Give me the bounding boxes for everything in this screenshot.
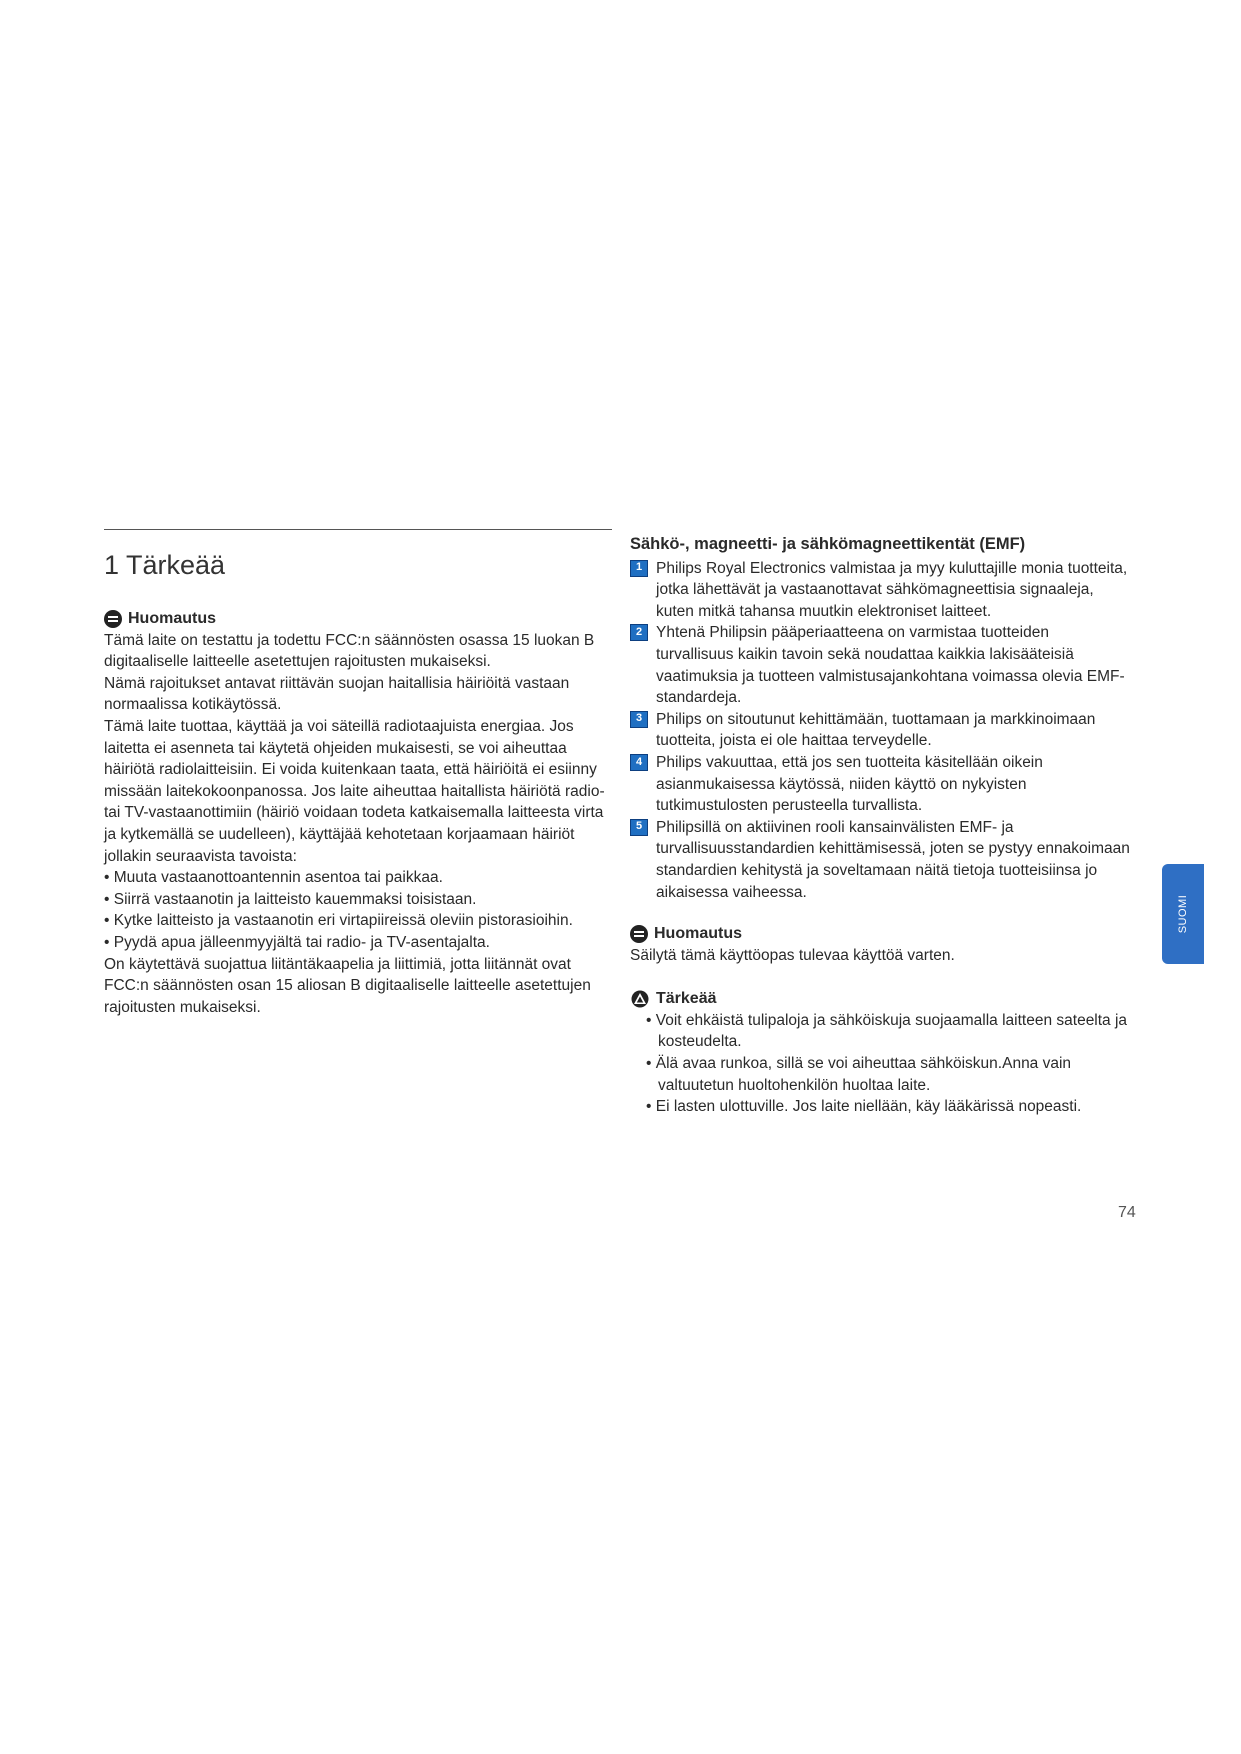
numbered-item [630, 558, 1130, 623]
numbered-item-text: Yhtenä Philipsin pääperiaatteena on varmistaa tuotteiden turvallisuus kaikin tavoin sekä noudattaa kaikkia lakisääteisiä vaatimuksia ja tuotteen valmistusajankohtana voimassa olevia EMF-standardeja. [656, 624, 1125, 707]
number-badge: 4 [630, 754, 648, 771]
list-item: • Pyydä apua jälleenmyyjältä tai radio- ja TV-asentajalta. [104, 933, 490, 951]
numbered-item [630, 622, 1130, 708]
warning-heading-label: Tärkeää [656, 990, 717, 1008]
emf-heading: Sähkö-, magneetti- ja sähkömagneettikentät (EMF) [630, 535, 1026, 553]
list-item: • Voit ehkäistä tulipaloja ja sähköiskuja suojaamalla laitteen sateelta ja kosteudelta. [646, 1011, 1128, 1051]
warning-heading [630, 988, 1130, 1010]
note-text: Säilytä tämä käyttöopas tulevaa käyttöä varten. [630, 946, 955, 964]
note-icon [104, 610, 122, 628]
chapter-title: 1 Tärkeää [104, 550, 226, 580]
numbered-item-text: Philips Royal Electronics valmistaa ja myy kuluttajille monia tuotteita, jotka lähettävät ja vastaanottavat sähkömagneettisia signaaleja, kuten mitkä tahansa muutkin elektroniset laitteet. [656, 559, 1128, 620]
note-heading [104, 608, 616, 630]
numbered-item-text: Philips vakuuttaa, että jos sen tuotteita käsitellään oikein asianmukaisessa käytössä, niiden käyttö on nykyisten tutkimustulosten perusteella turvallista. [656, 753, 1043, 815]
left-column [104, 548, 616, 1018]
paragraph: Nämä rajoitukset antavat riittävän suojan haitallisia häiriöitä vastaan normaalissa kotikäytössä. [104, 674, 570, 714]
numbered-item-text: Philips on sitoutunut kehittämään, tuottamaan ja markkinoimaan tuotteita, joista ei ole haittaa terveydelle. [656, 710, 1096, 750]
section-divider [104, 529, 612, 530]
note-heading-label: Huomautus [654, 925, 742, 943]
list-item: • Älä avaa runkoa, sillä se voi aiheuttaa sähköiskun.Anna vain valtuutetun huoltohenkilön huoltaa laite. [646, 1055, 1072, 1094]
right-column [630, 534, 1130, 1118]
numbered-item [630, 709, 1130, 752]
paragraph: On käytettävä suojattua liitäntäkaapelia ja liittimiä, jotta liitännät ovat FCC:n säännösten osan 15 aliosan B digitaaliselle laitteelle asetettujen rajoitusten mukaiseksi. [104, 955, 591, 1016]
list-item: • Ei lasten ulottuville. Jos laite niellään, käy lääkärissä nopeasti. [646, 1098, 1082, 1116]
language-tab [1162, 864, 1204, 964]
note-icon [630, 925, 648, 943]
number-badge: 3 [630, 711, 648, 728]
list-item: • Kytke laitteisto ja vastaanotin eri virtapiireissä oleviin pistorasioihin. [104, 912, 573, 930]
list-item: • Siirrä vastaanotin ja laitteisto kauemmaksi toisistaan. [104, 890, 477, 908]
note-heading [630, 923, 1130, 945]
paragraph: Tämä laite tuottaa, käyttää ja voi säteillä radiotaajuista energiaa. Jos laitetta ei asenneta tai käytetä ohjeiden mukaisesti, se voi aiheuttaa häiriötä radiolaitteisiin. Ei voida kuitenkaan taata, että häiriöitä ei esiinny missään laitekokoonpanossa. Jos laite aiheuttaa haitallista häiriötä radio- tai TV-vastaanottimiin (häiriö voidaan todeta katkaisemalla laitteesta virta ja kytkemällä se uudelleen), käyttäjää kehotetaan korjaamaan häiriöt jollakin seuraavista tavoista: [104, 717, 605, 865]
paragraph: Tämä laite on testattu ja todettu FCC:n säännösten osassa 15 luokan B digitaaliselle laitteelle asetettujen rajoitusten mukaiseksi. [104, 631, 595, 671]
language-tab-label: SUOMI [1177, 894, 1189, 934]
numbered-item [630, 752, 1130, 817]
warning-icon [630, 990, 650, 1008]
numbered-item [630, 817, 1130, 903]
page-number: 74 [1118, 1204, 1136, 1221]
number-badge: 1 [630, 560, 648, 577]
list-item: • Muuta vastaanottoantennin asentoa tai paikkaa. [104, 869, 443, 887]
number-badge: 2 [630, 624, 648, 641]
numbered-item-text: Philipsillä on aktiivinen rooli kansainvälisten EMF- ja turvallisuusstandardien kehittämisessä, joten se pystyy ennakoimaan standardien kehitystä ja soveltamaan näitä tietoja tuotteisiinsa jo aikaisessa vaiheessa. [656, 818, 1130, 901]
number-badge: 5 [630, 819, 648, 836]
note-heading-label: Huomautus [128, 610, 216, 627]
